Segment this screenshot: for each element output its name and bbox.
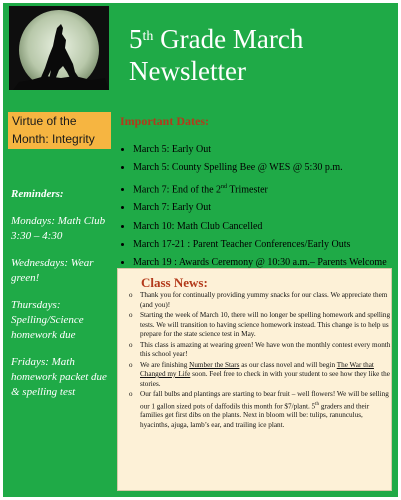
title-line-2: Newsletter [129, 56, 246, 86]
news-text: Our fall bulbs and plantings are starting to bear fruit – well flowers! We will be selling our 1 gallon sized pots of daffodils this month for $7/plant. 5 [140, 390, 389, 410]
left-sidebar [3, 93, 111, 497]
reminder-item: Wednesdays: Wear green! [11, 257, 94, 284]
news-text: We are finishing [140, 360, 190, 369]
virtue-of-month-box: Virtue of the Month: Integrity [8, 112, 112, 149]
news-item: o Thank you for continually providing yummy snacks for our class. We appreciate them (and you)! [129, 291, 391, 310]
date-item-text: March 7: End of the 2 [133, 183, 222, 195]
class-news-box [117, 268, 392, 491]
news-text: graders and their families get first dibs on the plants. Next in bloom will be: tulips, ranunculus, hyacinths, ajuga, lamb’s ear, and trailing ice plant. [140, 401, 370, 429]
title-grade-number: 5 [129, 24, 143, 54]
reminders-heading: Reminders: [11, 188, 64, 200]
news-item [129, 361, 391, 390]
reminders-section [11, 187, 111, 412]
date-item: • March 10: Math Club Cancelled [133, 218, 401, 236]
date-item: • March 7: Early Out [133, 199, 401, 217]
date-item: • March 5: County Spelling Bee @ WES @ 5:30 p.m. [133, 159, 401, 177]
main-content [111, 93, 398, 497]
news-text: soon. Feel free to check in with your student to see how they like the stories. [140, 370, 390, 388]
news-item: o Starting the week of March 10, there will no longer be spelling homework and spelling tests. We will transition to having science homework instead. This change is to help us prepare for the state science test in May. [129, 311, 391, 340]
header-banner [3, 3, 398, 93]
news-superscript: th [315, 401, 320, 407]
news-item: o This class is amazing at wearing green! We have won the monthly contest every month this school year! [129, 341, 391, 360]
newsletter-title [129, 23, 303, 87]
date-item: • March 19 : Awards Ceremony @ 10:30 a.m.– Parents Welcome [133, 254, 401, 272]
class-news-list [129, 291, 391, 431]
title-line-1 [129, 23, 303, 55]
reminder-item: Mondays: Math Club 3:30 – 4:30 [11, 215, 106, 242]
news-item [129, 390, 391, 430]
wolf-moon-logo-icon [9, 6, 109, 90]
class-news-heading: Class News: [141, 275, 208, 290]
novel-title-number-the-stars: Number the Stars [189, 360, 240, 369]
title-grade-month: Grade March [153, 24, 304, 54]
novel-title-war-that-changed: The War that Changed my Life [140, 360, 374, 378]
reminder-item: Fridays: Math homework packet due & spelling test [11, 356, 107, 398]
reminder-item: Thursdays: Spelling/Science homework due [11, 299, 84, 341]
date-item [133, 178, 401, 200]
date-item-text: Trimester [227, 183, 268, 195]
news-text: as our class novel and will begin [239, 360, 337, 369]
date-item: • March 5: Early Out [133, 141, 401, 159]
important-dates-list [119, 141, 401, 272]
title-superscript: th [142, 29, 154, 44]
date-item: • March 17-21 : Parent Teacher Conferences/Early Outs [133, 236, 401, 254]
important-dates-heading: Important Dates: [120, 114, 209, 128]
date-item-superscript: nd [221, 183, 228, 190]
